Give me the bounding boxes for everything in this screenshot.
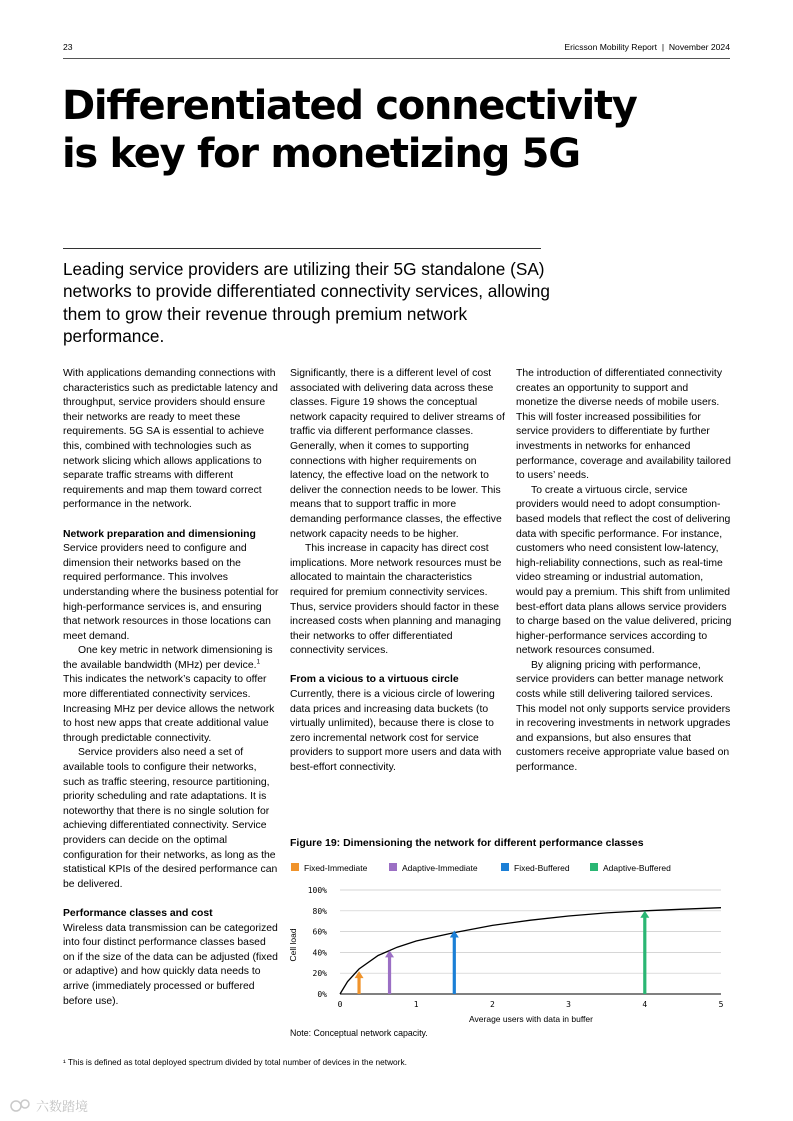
page-title [62,82,702,178]
page-title-line-1: Differentiated connectivity [62,83,637,129]
x-tick-label-2: 2 [489,1000,495,1009]
col1-paragraph-4: Service providers also need a set of available tools to configure their networks, such as traffic steering, resource partitioning, priority scheduling and rate adaptations. It is noteworthy that there is no single solution for achieving differentiated connectivity. Service providers can decide on the optimal configuration for their networks, as long as the statistical KPIs of the desired performance can be delivered. [63,747,278,890]
y-axis-label: Cell load [288,928,298,962]
y-tick-label-0: 0% [317,990,327,999]
y-tick-label-1: 20% [312,969,327,979]
col1-paragraph-3-start: One key metric in network dimensioning is the available bandwidth (MHz) per device. [63,645,273,671]
column-3 [516,367,732,776]
x-axis-ticks [338,1000,724,1009]
watermark-logo-icon [11,1101,21,1111]
legend-label-3: Adaptive-Buffered [603,863,671,873]
col3-paragraph-1: The introduction of differentiated connectivity creates an opportunity to support and monetize the diverse needs of mobile users. This will foster increased possibilities for service providers to differentiate by further investments in networks for enhanced performance, coverage and availability tailored to users’ needs. [516,368,731,482]
header-rule [63,58,730,59]
col1-paragraph-3-end: This indicates the network’s capacity to offer more differentiated connectivity services. Increasing MHz per device allows the network to host new apps that create additional value through predictable connectivity. [63,674,275,744]
running-header: Ericsson Mobility Report | November 2024 [564,42,730,52]
y-tick-label-4: 80% [312,906,327,916]
y-tick-label-2: 40% [312,948,327,958]
col3-paragraph-3: By aligning pricing with performance, service providers can better manage network costs while still delivering tailored services. This model not only supports service providers in recovering investments in network upgrades and expansions, but also ensures that customers receive appropriate value based on performance. [516,659,731,774]
section-heading-performance-classes: Performance classes and cost [63,907,213,919]
legend-label-2: Fixed-Buffered [514,863,570,873]
chart-legend [291,863,671,873]
legend-swatch-0 [291,863,299,871]
watermark-logo-ring [21,1100,29,1108]
x-tick-label-3: 3 [566,1000,572,1009]
x-tick-label-1: 1 [413,1000,419,1009]
capacity-curve [340,908,721,994]
column-2 [290,367,506,776]
cell-load-chart [285,856,730,1028]
x-axis-label: Average users with data in buffer [469,1014,593,1024]
col1-paragraph-2: Service providers need to configure and dimension their networks based on the required performance. This involves understanding where the business potential for high-performance services is, and ensuring that network resources in those locations can meet demand. [63,543,279,642]
legend-swatch-1 [389,863,397,871]
col1-paragraph-3 [63,644,279,746]
x-tick-label-0: 0 [337,1000,343,1009]
col2-paragraph-1: Significantly, there is a different level of cost associated with delivering data across these classes. Figure 19 shows the conceptual network capacity required to deliver streams of traffic via different performance classes. Generally, when it comes to supporting connections with higher requirements on latency, the effective load on the network to deliver the connection needs to be lower. This means that to support traffic in more demanding performance classes, the effective network capacity needs to be higher. [290,368,505,540]
chart-grid [340,890,721,994]
y-axis-ticks [308,886,327,999]
col2-paragraph-3: Currently, there is a vicious circle of lowering data prices and increasing data buckets (to virtually unlimited), because there is close to zero incremental network cost for service providers to support more users and data with best-effort connectivity. [290,689,502,774]
column-1 [63,367,279,1009]
arrow-head-3 [640,911,649,918]
chart-note: Note: Conceptual network capacity. [290,1028,428,1038]
watermark [8,1096,108,1116]
figure-title: Figure 19: Dimensioning the network for different performance classes [290,837,644,849]
footnote-reference[interactable]: 1 [256,658,261,666]
watermark-text: 六数踏境 [36,1100,89,1115]
intro-paragraph: Leading service providers are utilizing their 5G standalone (SA) networks to provide differentiated connectivity services, allowing them to grow their revenue through premium network performance. [63,259,550,347]
y-tick-label-3: 60% [312,927,327,937]
x-tick-label-5: 5 [718,1000,724,1009]
col1-paragraph-5: Wireless data transmission can be categorized into four distinct performance classes based on if the size of the data can be adjusted (fixed or adaptive) and how quickly data needs to arrive (immediately processed or buffered before use). [63,922,278,1007]
legend-swatch-2 [501,863,509,871]
legend-label-0: Fixed-Immediate [304,863,368,873]
legend-swatch-3 [590,863,598,871]
section-heading-network-preparation: Network preparation and dimensioning [63,528,256,540]
y-tick-label-5: 100% [307,886,327,895]
intro-rule [63,248,541,249]
x-tick-label-4: 4 [642,1000,648,1009]
page-number: 23 [63,42,73,52]
col2-paragraph-2: This increase in capacity has direct cost implications. More network resources must be allocated to maintain the characteristics required for premium connectivity services. Thus, service providers should factor in these increased costs when planning and managing their networks to offer differentiated connectivity services. [290,543,502,657]
section-heading-vicious-circle: From a vicious to a virtuous circle [290,674,459,686]
footnote: ¹ This is defined as total deployed spectrum divided by total number of devices in the network. [63,1057,407,1067]
col3-paragraph-2: To create a virtuous circle, service providers would need to adopt consumption-based models that reflect the cost of delivering data with specific performance. For instance, customers who need consistent low-latency, high-reliability connections, such as real-time video streaming or industrial automation, would pay a premium. This shift from unlimited best-effort data plans allows service providers to charge based on the value delivered, pricing higher-performance services according to network resources consumed. [516,484,732,657]
page-title-line-2: is key for monetizing 5G [62,131,580,177]
col1-paragraph-1: With applications demanding connections with characteristics such as predictable latency and throughput, service providers should ensure their networks are ready to meet these requirements. 5G SA is essential to achieve this, combined with technologies such as network slicing which allows applications to separate traffic streams with different requirements and map them toward correct performance in the network. [63,368,278,511]
legend-label-1: Adaptive-Immediate [402,863,478,873]
